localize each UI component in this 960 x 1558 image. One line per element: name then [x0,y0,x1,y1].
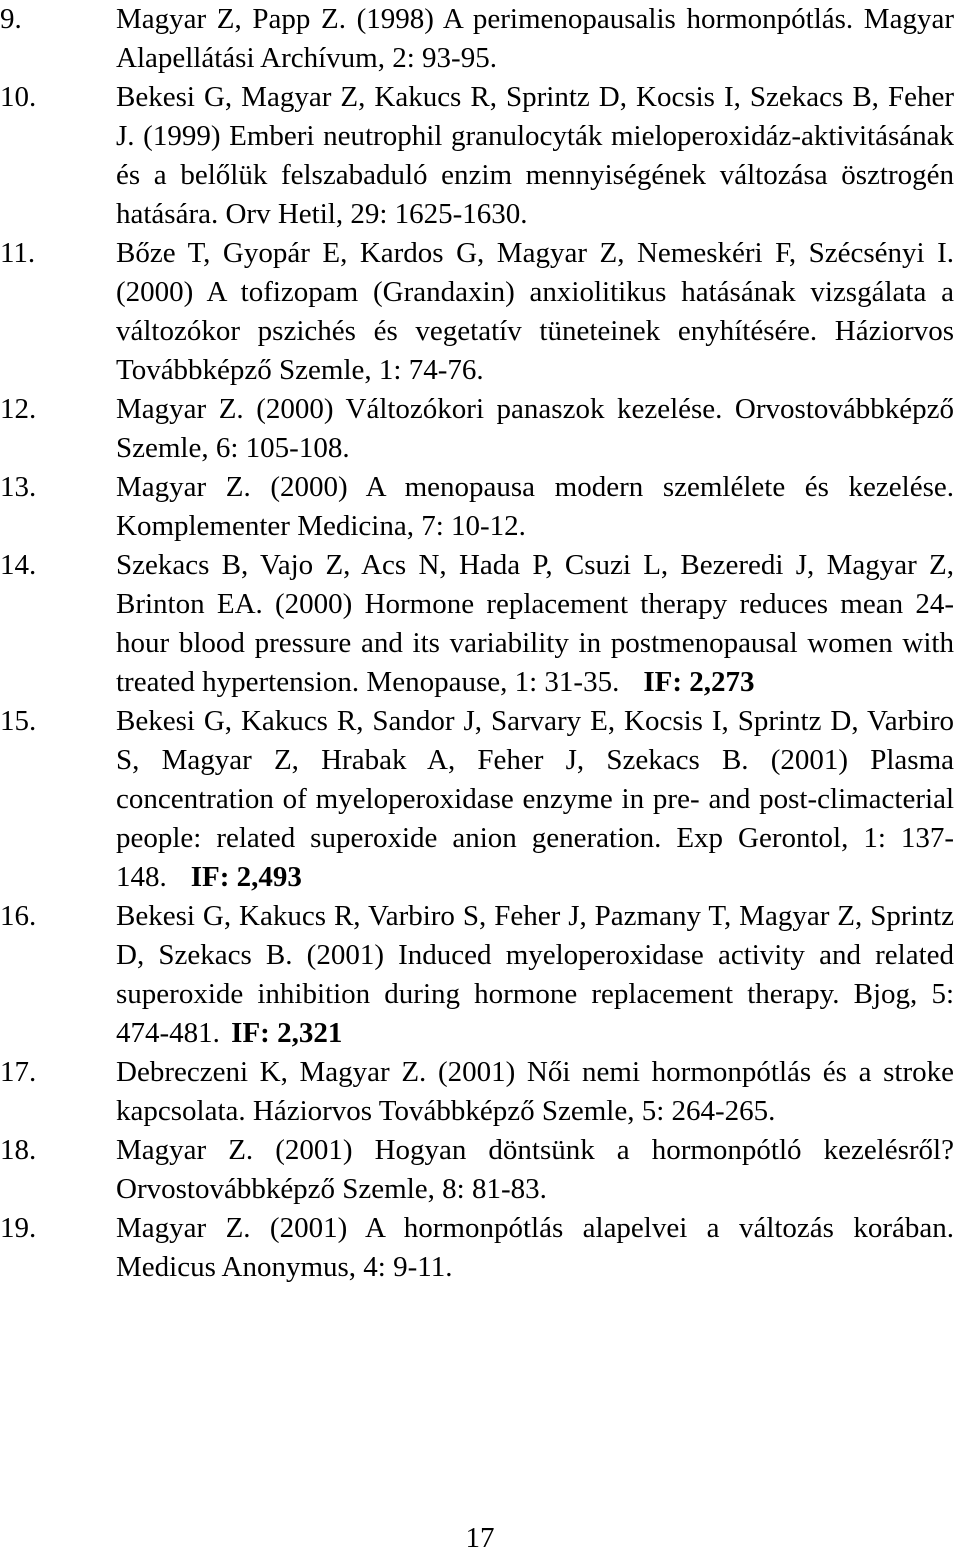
reference-text: Magyar Z. (2000) A menopausa modern szemlélete és kezelése. Komplementer Medicina, 7: 10-12. [116,471,954,542]
reference-item [0,1131,954,1209]
impact-factor: IF: 2,321 [231,1017,343,1049]
reference-text: Magyar Z. (2000) Változókori panaszok kezelése. Orvostovábbképző Szemle, 6: 105-108. [116,393,954,464]
reference-number: 17. [0,1056,37,1088]
reference-text: Magyar Z. (2001) A hormonpótlás alapelvei a változás korában. Medicus Anonymus, 4: 9-11. [116,1212,954,1283]
reference-number: 9. [0,3,22,35]
reference-number: 11. [0,237,36,269]
reference-text: Bőze T, Gyopár E, Kardos G, Magyar Z, Nemeskéri F, Szécsényi I. (2000) A tofizopam (Grandaxin) anxiolitikus hatásának vizsgálata a változókor pszichés és vegetatív tüneteinek enyhítésére. Háziorvos Továbbképző Szemle, 1: 74-76. [116,237,954,386]
reference-text: Magyar Z. (2001) Hogyan döntsünk a hormonpótló kezelésről? Orvostovábbképző Szemle, 8: 81-83. [116,1134,954,1205]
impact-factor: IF: 2,493 [190,861,302,893]
reference-item [0,1053,954,1131]
reference-number: 16. [0,900,37,932]
reference-number: 15. [0,705,37,737]
reference-item [0,702,954,897]
reference-item [0,546,954,702]
reference-number: 19. [0,1212,37,1244]
reference-number: 10. [0,81,37,113]
reference-item [0,468,954,546]
impact-factor: IF: 2,273 [643,666,755,698]
reference-number: 18. [0,1134,37,1166]
reference-item [0,0,954,78]
reference-number: 12. [0,393,37,425]
reference-item [0,78,954,234]
reference-text: Bekesi G, Kakucs R, Varbiro S, Feher J, Pazmany T, Magyar Z, Sprintz D, Szekacs B. (2001) Induced myeloperoxidase activity and related superoxide inhibition during hormone replacement therapy. Bjog, 5: 474-481. [116,900,954,1049]
reference-text: Bekesi G, Magyar Z, Kakucs R, Sprintz D, Kocsis I, Szekacs B, Feher J. (1999) Emberi neutrophil granulocyták mieloperoxidáz-aktivitásának és a belőlük felszabaduló enzim mennyiségének változása ösztrogén hatására. Orv Hetil, 29: 1625-1630. [116,81,954,230]
reference-number: 13. [0,471,37,503]
reference-number: 14. [0,549,37,581]
reference-item [0,390,954,468]
reference-text: Debreczeni K, Magyar Z. (2001) Női nemi hormonpótlás és a stroke kapcsolata. Háziorvos Továbbképző Szemle, 5: 264-265. [116,1056,954,1127]
reference-item [0,897,954,1053]
reference-text: Szekacs B, Vajo Z, Acs N, Hada P, Csuzi L, Bezeredi J, Magyar Z, Brinton EA. (2000) Hormone replacement therapy reduces mean 24-hour blood pressure and its variability in postmenopausal women with treated hypertension. Menopause, 1: 31-35. [116,549,954,698]
reference-item [0,1209,954,1287]
reference-text: Bekesi G, Kakucs R, Sandor J, Sarvary E, Kocsis I, Sprintz D, Varbiro S, Magyar Z, Hrabak A, Feher J, Szekacs B. (2001) Plasma concentration of myeloperoxidase enzyme in pre- and post-climacterial people: related superoxide anion generation. Exp Gerontol, 1: 137-148. [116,705,954,893]
reference-item [0,234,954,390]
reference-text: Magyar Z, Papp Z. (1998) A perimenopausalis hormonpótlás. Magyar Alapellátási Archívum, 2: 93-95. [116,3,954,74]
page-number: 17 [465,1522,495,1554]
